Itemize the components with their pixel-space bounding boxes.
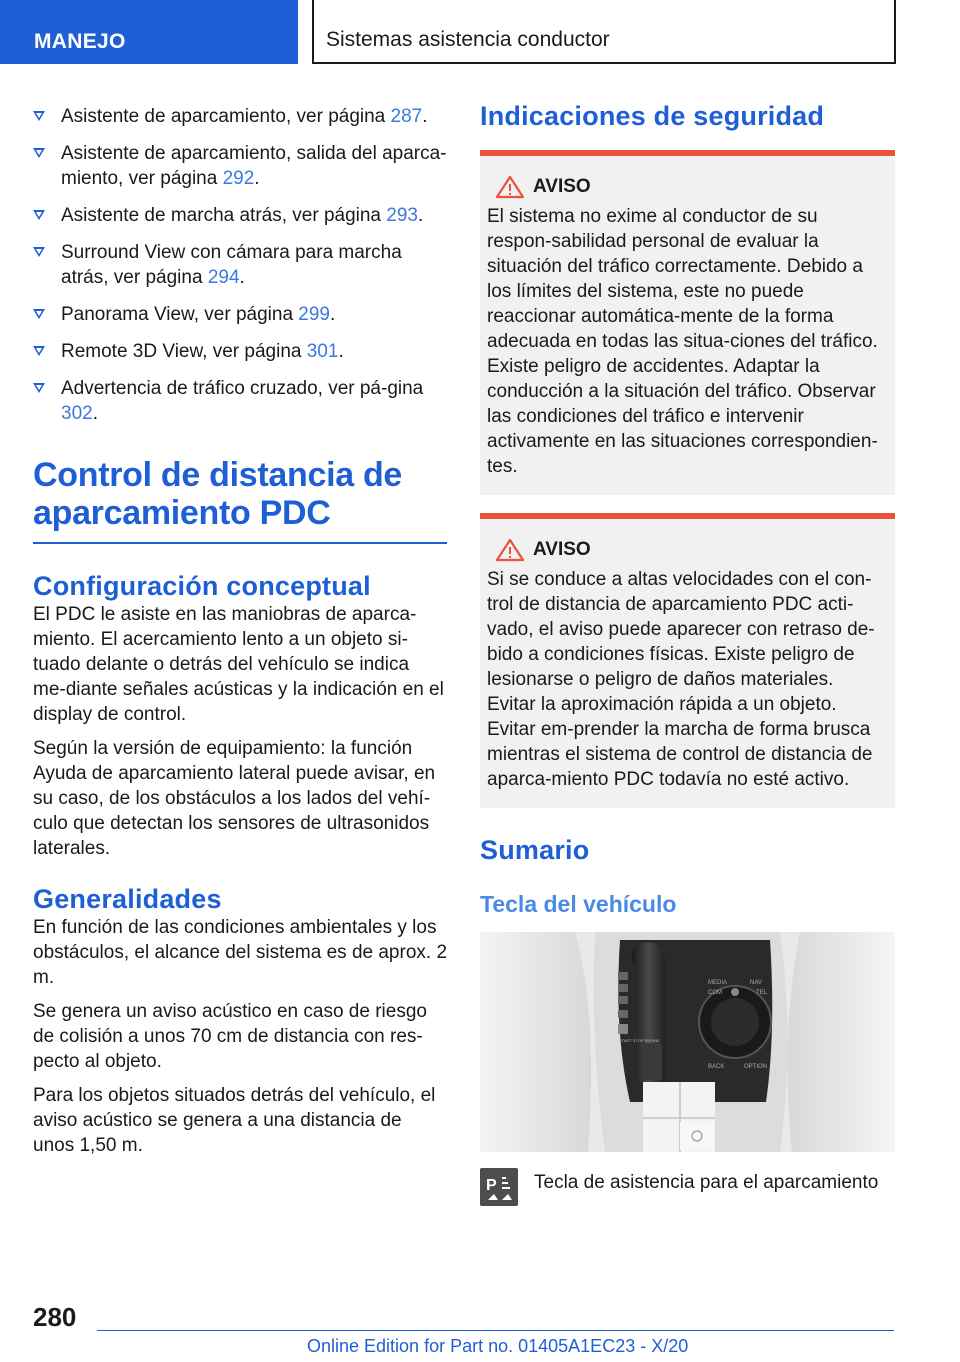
header-chapter-box — [312, 0, 896, 64]
warning-triangle-icon — [495, 175, 525, 199]
center-console-illustration — [480, 932, 895, 1152]
page-link[interactable]: 294 — [207, 267, 240, 288]
concept-paragraph-1: El PDC le asiste en las maniobras de aparca-miento. El acercamiento lento a un objeto si-tuado delante o detrás del vehículo se indica me-diante señales acústicas y la indicación en el display de control. — [33, 604, 444, 725]
page-link[interactable]: 287 — [390, 106, 423, 127]
warning-text: El sistema no exime al conductor de su respon-sabilidad personal de evaluar la situación del tráfico correctamente. Debido a los límites del sistema, este no puede reaccionar automática-mente de la forma adecuada en todas las situa-ciones del tráfico. Existe peligro de accidentes. Adaptar la conducción a la situación del tráfico. Observar las condiciones del tráfico e intervenir activamente en las situaciones correspondien-tes. — [487, 206, 878, 477]
page-link[interactable]: 293 — [386, 205, 418, 226]
nav-label: NAV — [750, 980, 762, 986]
warning-text: Si se conduce a altas velocidades con el con-trol de distancia de aparcamiento PDC acti-vado, el aviso puede aparecer con retraso de-bido a condiciones físicas. Existe peligro de lesionarse o peligro de daños materiales. Evitar la aproximación rápida a un objeto. Evitar em-prender la marcha de forma brusca mientras el sistema de control de distancia de aparca-miento PDC todavía no esté activo. — [487, 569, 875, 790]
warning-label: AVISO — [533, 539, 591, 560]
safety-heading: Indicaciones de seguridad — [480, 101, 825, 131]
bullet-triangle-icon — [33, 383, 45, 393]
summary-heading: Sumario — [480, 835, 590, 865]
main-title: Control de distancia de aparcamiento PDC — [33, 456, 403, 532]
header-section-label: MANEJO — [34, 30, 126, 53]
page-number: 280 — [33, 1302, 77, 1332]
footer-divider — [97, 1330, 894, 1331]
warning-label: AVISO — [533, 176, 591, 197]
warning-box-2 — [480, 513, 895, 808]
bullet-triangle-icon — [33, 210, 45, 220]
header-chapter-label: Sistemas asistencia conductor — [326, 28, 610, 51]
general-paragraph-3: Para los objetos situados detrás del vehículo, el aviso acústico se genera a una distancia de unos 1,50 m. — [33, 1085, 436, 1156]
list-item: Remote 3D View, ver página 301. — [33, 339, 447, 364]
left-column — [33, 104, 447, 1167]
page-link[interactable]: 292 — [222, 168, 255, 189]
list-item: Advertencia de tráfico cruzado, ver pá-gina 302. — [33, 376, 447, 426]
list-item: Asistente de aparcamiento, ver página 287. — [33, 104, 447, 129]
svg-text:P: P — [486, 1177, 497, 1194]
start-stop-label: START STOP ENGINE — [619, 1038, 660, 1043]
list-item: Asistente de aparcamiento, salida del aparca-miento, ver página 292. — [33, 141, 447, 191]
bullet-triangle-icon — [33, 309, 45, 319]
bullet-triangle-icon — [33, 247, 45, 257]
cross-reference-list — [33, 104, 447, 426]
right-column — [480, 100, 895, 1206]
page-link[interactable]: 302 — [61, 403, 93, 424]
legend-row — [480, 1168, 895, 1206]
general-heading: Generalidades — [33, 884, 222, 914]
bullet-triangle-icon — [33, 111, 45, 121]
concept-heading: Configuración conceptual — [33, 571, 371, 601]
center-console-photo — [480, 932, 895, 1152]
parking-assist-icon — [480, 1168, 518, 1206]
list-item: Surround View con cámara para marcha atrás, ver página 294. — [33, 240, 447, 290]
page-link[interactable]: 299 — [298, 304, 330, 325]
com-label: COM — [708, 990, 722, 996]
bullet-triangle-icon — [33, 148, 45, 158]
warning-triangle-icon — [495, 538, 525, 562]
warning-box-1 — [480, 150, 895, 495]
option-label: OPTION — [744, 1064, 768, 1070]
general-paragraph-1: En función de las condiciones ambientales y los obstáculos, el alcance del sistema es de aprox. 2 m. — [33, 917, 448, 988]
legend-text: Tecla de asistencia para el aparcamiento — [534, 1172, 879, 1193]
list-item: Panorama View, ver página 299. — [33, 302, 447, 327]
tel-label: TEL — [756, 990, 768, 996]
general-paragraph-2: Se genera un aviso acústico en caso de riesgo de colisión a unos 70 cm de distancia con res-pecto al objeto. — [33, 1001, 427, 1072]
list-item: Asistente de marcha atrás, ver página 293. — [33, 203, 447, 228]
footer-edition: Online Edition for Part no. 01405A1EC23 - X/20 — [307, 1336, 689, 1356]
header-section-tab — [0, 0, 298, 64]
back-label: BACK — [708, 1064, 725, 1070]
media-label: MEDIA — [708, 980, 728, 986]
bullet-triangle-icon — [33, 346, 45, 356]
vehicle-button-heading: Tecla del vehículo — [480, 891, 677, 917]
concept-paragraph-2: Según la versión de equipamiento: la función Ayuda de aparcamiento lateral puede avisar, en su caso, de los obstáculos a los lados del vehí-culo que detectan los sensores de ultrasonidos laterales. — [33, 738, 436, 859]
page-link[interactable]: 301 — [306, 341, 339, 362]
title-divider — [33, 542, 447, 544]
